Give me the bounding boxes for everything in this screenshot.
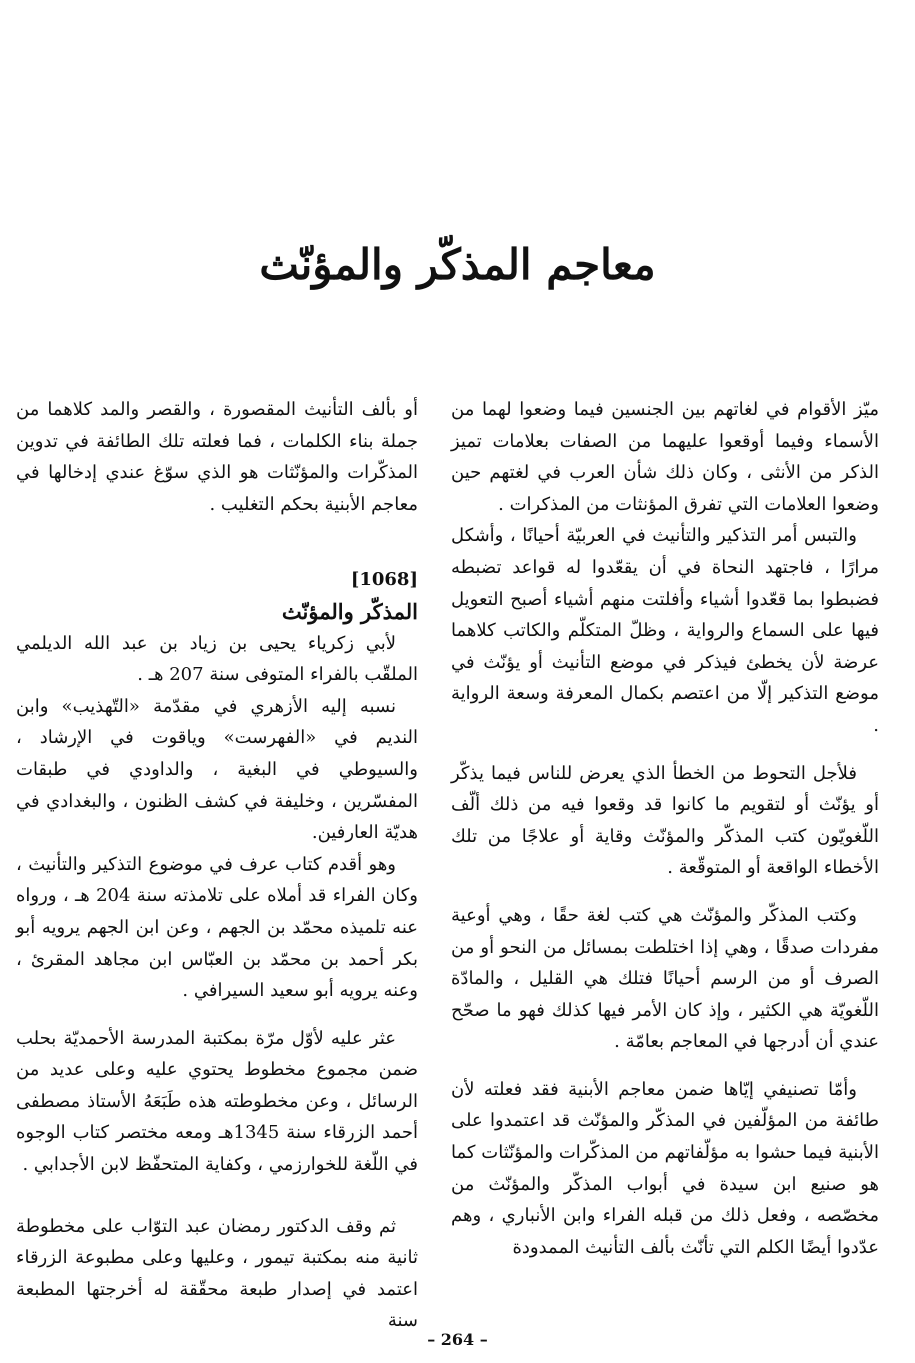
intro-paragraph-4: وكتب المذكّر والمؤنّث هي كتب لغة حقًا ، وهي أوعية مفردات صدقًا ، وهي إذا اختلطت بمسائل من النحو أو من الصرف أو من الرسم أحيانًا فتلك هي القليل ، والمادّة اللّغويّة هي الكثير ، وإذ كان الأمر فيها كذلك فهو ما صحّح عندي أن أدرجها في المعاجم بعامّة . xyxy=(451,904,879,1053)
entry-number: [1068] xyxy=(350,569,418,591)
entry-paragraph-3: عثر عليه لأوّل مرّة بمكتبة المدرسة الأحمديّة بحلب ضمن مجموع مخطوط يحتوي عليه وعلى عديد من الرسائل ، وعن مخطوطته هذه طَبَعَهُ الأستاذ مصطفى أحمد الزرقاء سنة 1345هـ ومعه مختصر كتاب الوجوه في اللّغة للخوارزمي ، وكفاية المتحفّظ لابن الأجدابي . xyxy=(16,1027,418,1176)
page-title: معاجم المذكّر والمؤنّث xyxy=(259,240,656,289)
intro-paragraph-3: فلأجل التحوط من الخطأ الذي يعرض للناس فيما يذكّر أو يؤنّث أو لتقويم ما كانوا قد وقعوا فيه من ذلك ألّف اللّغويّون كتب المذكّر والمؤنّث وقاية أو علاجًا من تلك الأخطاء الواقعة أو المتوقّعة . xyxy=(451,762,879,879)
continuation-paragraph: أو بألف التأنيث المقصورة ، والقصر والمد كلاهما من جملة بناء الكلمات ، فما فعلته تلك الطائفة في تدوين المذكّرات والمؤنّثات هو الذي سوّغ عندي إدخالها في معاجم الأبنية بحكم التغليب . xyxy=(16,399,418,515)
right-column xyxy=(451,394,879,1263)
page-number: – 264 – xyxy=(427,1330,488,1349)
entry-paragraph-1: نسبه إليه الأزهري في مقدّمة «التّهذيب» وابن النديم في «الفهرست» وياقوت في الإرشاد ، والسيوطي في البغية ، والداودي في طبقات المفسّرين ، وخليفة في كشف الظنون ، والبغدادي في هديّة العارفين. xyxy=(16,695,418,844)
intro-paragraph-5: وأمّا تصنيفي إيّاها ضمن معاجم الأبنية فقد فعلته لأن طائفة من المؤلّفين في المذكّر والمؤنّث قد اعتمدوا على الأبنية فيما حشوا به مؤلّفاتهم من المذكّرات والمؤنّثات كما هو صنيع ابن سيدة في أبواب المذكّر والمؤنّث من مخصّصه ، وفعل ذلك من قبله الفراء وابن الأنباري ، وهم عدّدوا أيضًا الكلم التي تأنّث بألف التأنيث الممدودة xyxy=(451,1078,879,1258)
entry-paragraph-4: ثم وقف الدكتور رمضان عبد التوّاب على مخطوطة ثانية منه بمكتبة تيمور ، وعليها وعلى مطبوعة الزرقاء اعتمد في إصدار طبعة محقّقة له أخرجتها المطبعة سنة xyxy=(16,1215,418,1332)
left-column xyxy=(16,394,418,1337)
intro-paragraph-2: والتبس أمر التذكير والتأنيث في العربيّة أحيانًا ، وأشكل مرارًا ، فاجتهد النحاة في أن يقعّدوا له قواعد تضبطه فضبطوا بما قعّدوا أشياء وأفلتت منهم أشياء أصبح التعويل فيها على السماع والرواية ، وظلّ المتكلّم والكاتب كلاهما عرضة لأن يخطئ فيذكر في موضع التأنيث أو يؤنّث في موضع التذكير إلّا من اعتصم بكمال المعرفة وسعة الرواية . xyxy=(451,525,879,736)
entry-heading: المذكّر والمؤنّث xyxy=(281,598,418,624)
entry-paragraph-2: وهو أقدم كتاب عرف في موضوع التذكير والتأنيث ، وكان الفراء قد أملاه على تلامذته سنة 204 هـ ، ورواه عنه تلميذه محمّد بن الجهم ، وعن ابن الجهم يرويه أبو بكر أحمد بن محمّد بن العبّاس ابن مجاهد المقرئ ، وعنه يرويه أبو سعيد السيرافي . xyxy=(16,853,418,1002)
intro-paragraph-1: ميّز الأقوام في لغاتهم بين الجنسين فيما وضعوا لهما من الأسماء وفيما أوقعوا عليهما من الصفات بعلامات تميز الذكر من الأنثى ، وكان ذلك شأن العرب في لغتهم حين وضعوا العلامات التي تفرق المؤنثات من المذكرات . xyxy=(451,399,879,515)
entry-author: لأبي زكرياء يحيى بن زياد بن عبد الله الديلمي الملقّب بالفراء المتوفى سنة 207 هـ . xyxy=(16,632,418,686)
